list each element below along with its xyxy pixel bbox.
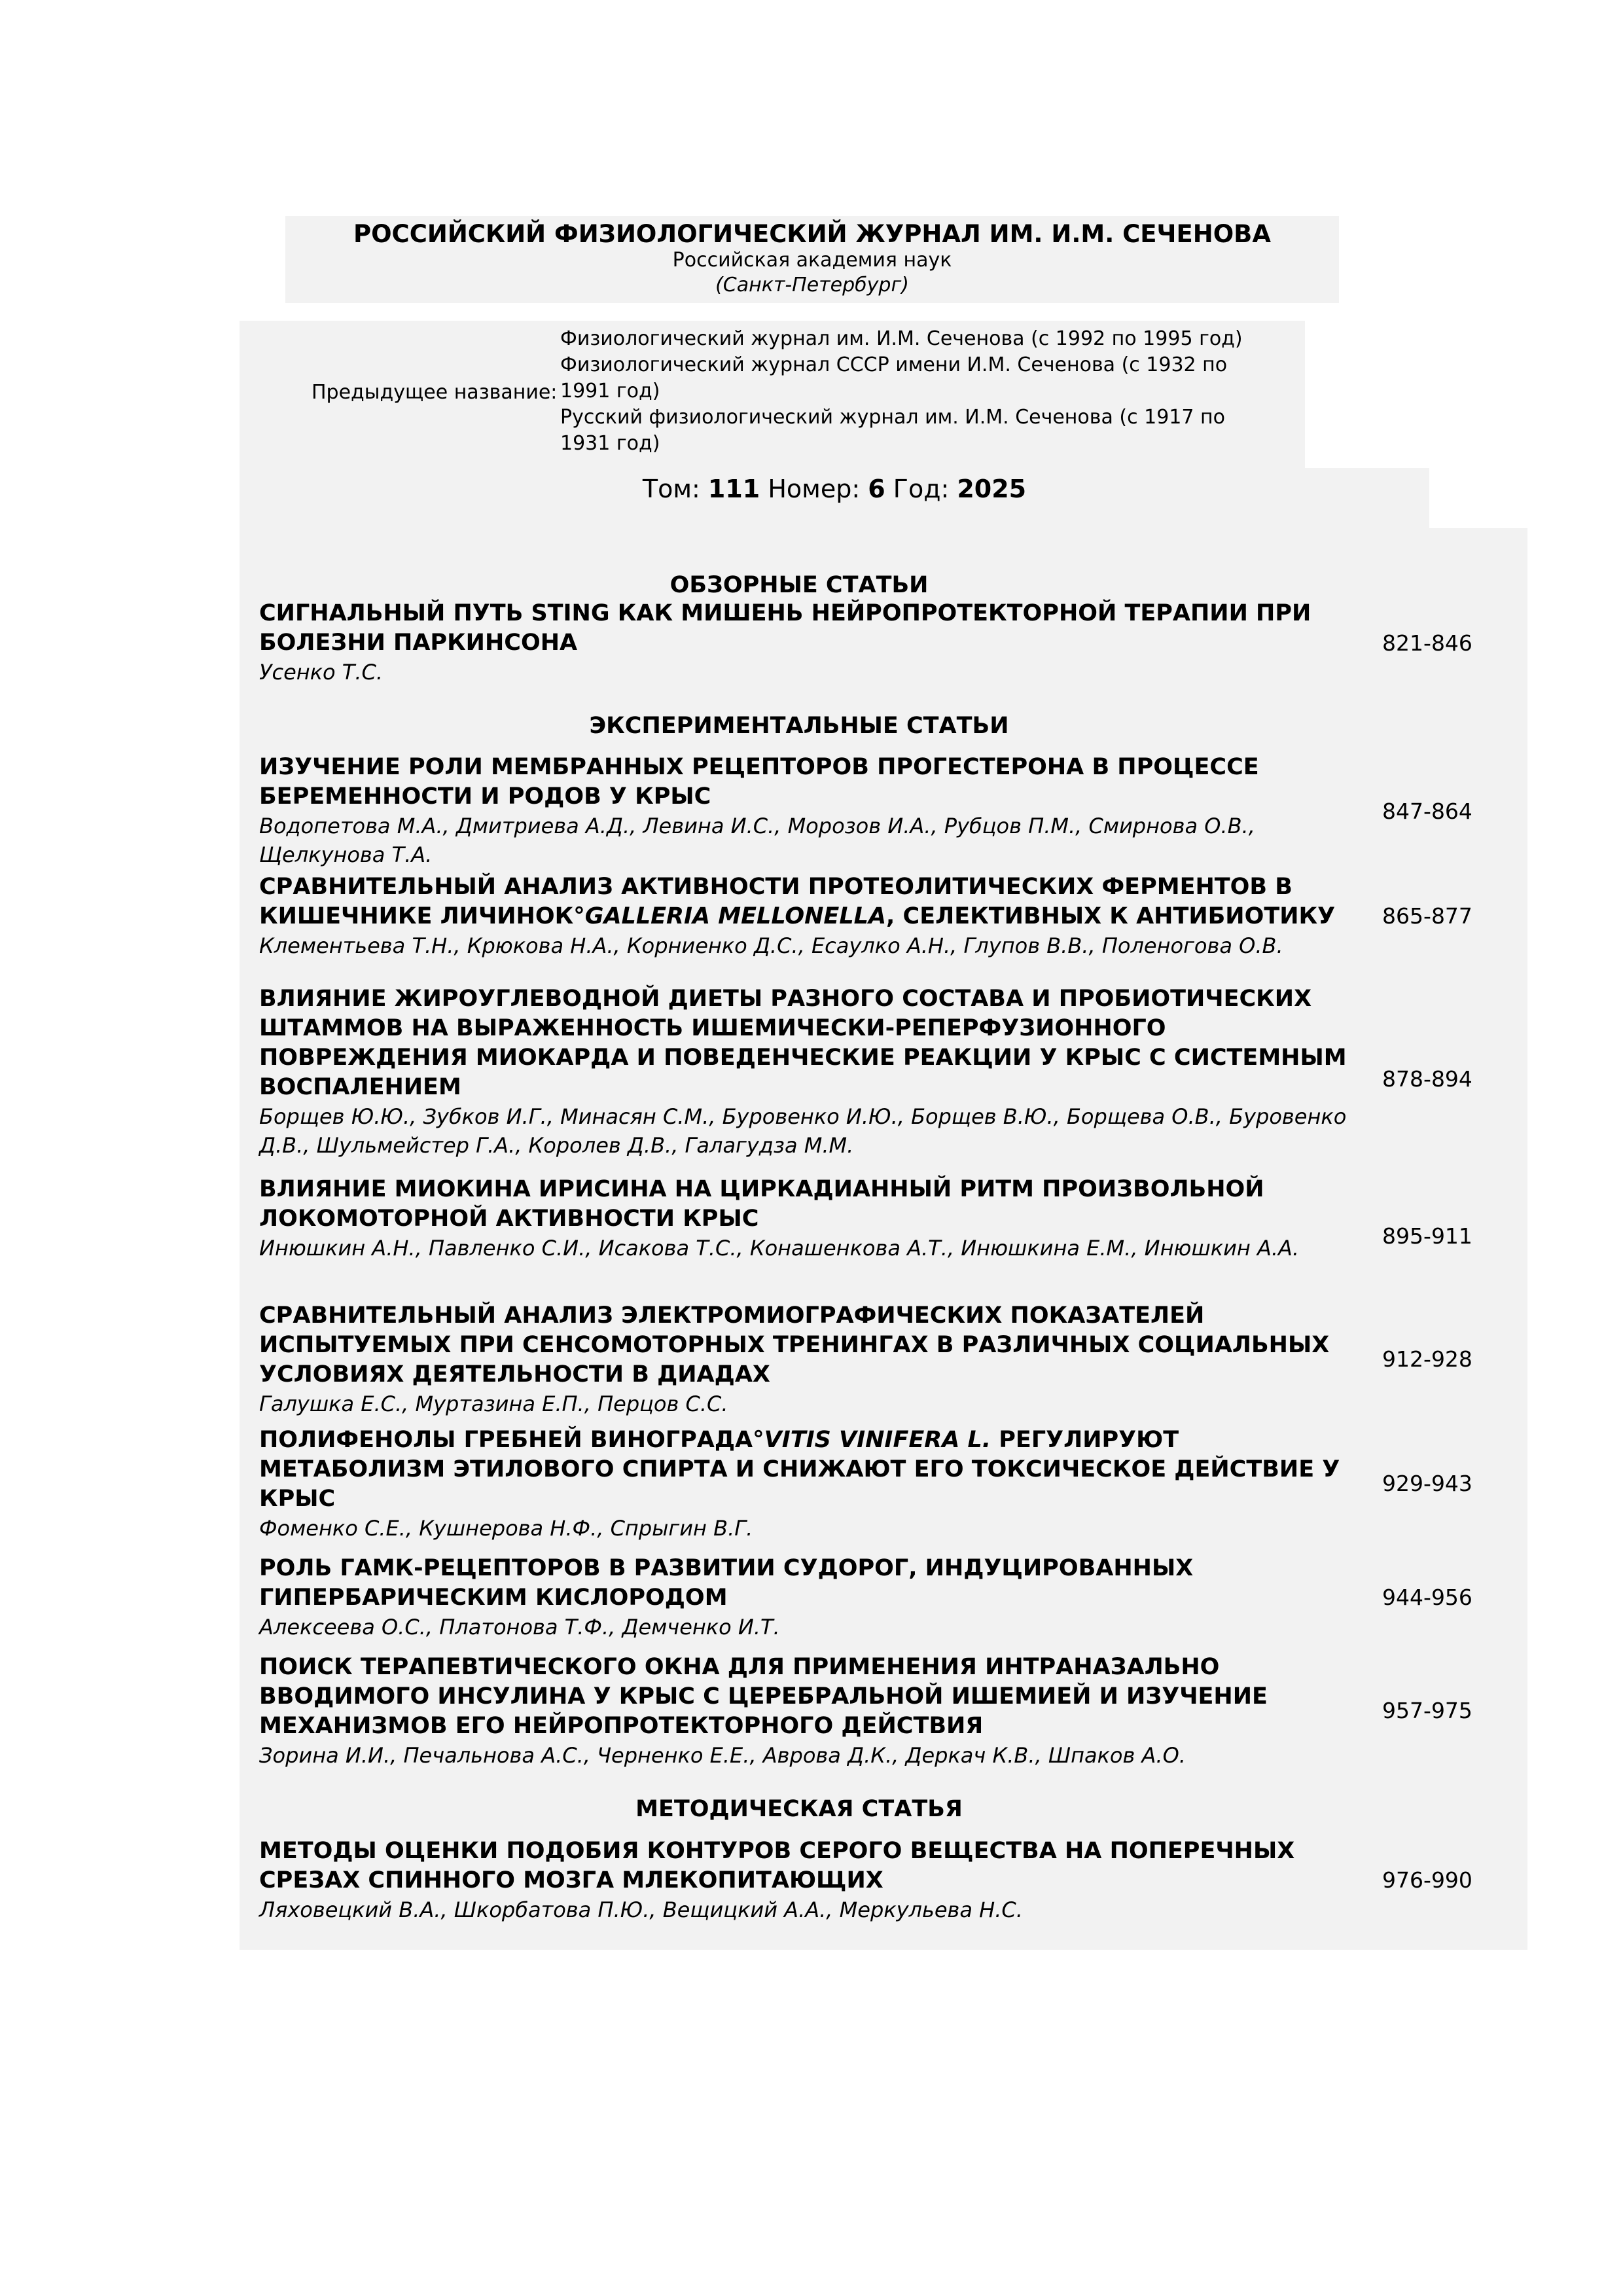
toc-entry[interactable] <box>259 1653 1547 1770</box>
article-authors: Усенко Т.С. <box>259 660 383 685</box>
previous-names-list <box>560 326 1267 457</box>
article-title[interactable]: РОЛЬ ГАМК-РЕЦЕПТОРОВ В РАЗВИТИИ СУДОРОГ, ИНДУЦИРОВАННЫХ ГИПЕРБАРИЧЕСКИМ КИСЛОРОДОМ <box>259 1555 1194 1611</box>
article-authors: Зорина И.И., Печальнова А.С., Черненко Е.Е., Аврова Д.К., Деркач К.В., Шпаков А.О. <box>259 1743 1186 1768</box>
publisher: Российская академия наук <box>672 249 952 272</box>
article-title[interactable]: ПОИСК ТЕРАПЕВТИЧЕСКОГО ОКНА ДЛЯ ПРИМЕНЕНИЯ ИНТРАНАЗАЛЬНО ВВОДИМОГО ИНСУЛИНА У КРЫС С ЦЕРЕБРАЛЬНОЙ ИШЕМИЕЙ И ИЗУЧЕНИЕ МЕХАНИЗМОВ ЕГО НЕЙРОПРОТЕКТОРНОГО ДЕЙСТВИЯ <box>259 1654 1268 1739</box>
article-authors: Фоменко С.Е., Кушнерова Н.Ф., Спрыгин В.Г. <box>259 1516 753 1541</box>
year-value: 2025 <box>957 475 1027 503</box>
previous-name: Физиологический журнал им. И.М. Сеченова (с 1992 по 1995 год) <box>560 327 1243 350</box>
previous-name: Русский физиологический журнал им. И.М. Сеченова (с 1917 по 1931 год) <box>560 406 1225 455</box>
section-heading-experimental: ЭКСПЕРИМЕНТАЛЬНЫЕ СТАТЬИ <box>589 713 1009 739</box>
article-title[interactable] <box>259 1426 1372 1514</box>
toc-entry[interactable] <box>259 872 1547 960</box>
article-title-part: СРАВНИТЕЛЬНЫЙ АНАЛИЗ АКТИВНОСТИ ПРОТЕОЛИТИЧЕСКИХ ФЕРМЕНТОВ В КИШЕЧНИКЕ ЛИЧИНОК° <box>259 874 1293 929</box>
article-authors: Борщев Ю.Ю., Зубков И.Г., Минасян С.М., Буровенко И.Ю., Борщев В.Ю., Борщева О.В., Буровенко Д.В., Шульмейстер Г.А., Королев Д.В., Галагудза М.М. <box>259 1104 1347 1158</box>
article-title[interactable]: ИЗУЧЕНИЕ РОЛИ МЕМБРАННЫХ РЕЦЕПТОРОВ ПРОГЕСТЕРОНА В ПРОЦЕССЕ БЕРЕМЕННОСТИ И РОДОВ У КРЫС <box>259 754 1259 810</box>
species-name: GALLERIA MELLONELLA <box>584 903 887 929</box>
species-name: VITIS VINIFERA L. <box>764 1427 991 1453</box>
previous-names-block <box>240 321 1305 468</box>
previous-names-label: Предыдущее название: <box>312 381 558 404</box>
article-title-part: , СЕЛЕКТИВНЫХ К АНТИБИОТИКУ <box>886 903 1336 929</box>
article-title[interactable] <box>259 872 1372 931</box>
previous-name: Физиологический журнал СССР имени И.М. Сеченова (с 1932 по 1991 год) <box>560 353 1228 403</box>
article-pages: 878-894 <box>1382 1066 1472 1092</box>
article-pages: 821-846 <box>1382 630 1472 656</box>
toc-entry[interactable] <box>259 1837 1547 1924</box>
article-title[interactable]: ВЛИЯНИЕ МИОКИНА ИРИСИНА НА ЦИРКАДИАННЫЙ РИТМ ПРОИЗВОЛЬНОЙ ЛОКОМОТОРНОЙ АКТИВНОСТИ КРЫС <box>259 1176 1264 1232</box>
issue-info <box>240 468 1429 528</box>
year-label: Год: <box>893 475 950 503</box>
toc-entry[interactable] <box>259 984 1547 1160</box>
city: (Санкт-Петербург) <box>715 274 909 296</box>
journal-header <box>285 216 1339 303</box>
article-pages: 912-928 <box>1382 1346 1472 1372</box>
table-of-contents <box>240 528 1527 1950</box>
toc-entry[interactable] <box>259 1301 1547 1418</box>
article-pages: 976-990 <box>1382 1867 1472 1893</box>
toc-entry[interactable] <box>259 599 1547 687</box>
article-authors: Водопетова М.А., Дмитриева А.Д., Левина И.С., Морозов И.А., Рубцов П.М., Смирнова О.В., Щелкунова Т.А. <box>259 814 1255 867</box>
article-pages: 895-911 <box>1382 1223 1472 1249</box>
toc-entry[interactable] <box>259 1554 1547 1641</box>
journal-title: РОССИЙСКИЙ ФИЗИОЛОГИЧЕСКИЙ ЖУРНАЛ ИМ. И.М. СЕЧЕНОВА <box>353 220 1271 248</box>
volume-value: 111 <box>707 475 760 503</box>
article-title[interactable]: СИГНАЛЬНЫЙ ПУТЬ STING КАК МИШЕНЬ НЕЙРОПРОТЕКТОРНОЙ ТЕРАПИИ ПРИ БОЛЕЗНИ ПАРКИНСОНА <box>259 600 1311 656</box>
number-value: 6 <box>868 475 885 503</box>
article-title[interactable]: ВЛИЯНИЕ ЖИРОУГЛЕВОДНОЙ ДИЕТЫ РАЗНОГО СОСТАВА И ПРОБИОТИЧЕСКИХ ШТАММОВ НА ВЫРАЖЕННОСТЬ ИШЕМИЧЕСКИ-РЕПЕРФУЗИОННОГО ПОВРЕЖДЕНИЯ МИОКАРДА И ПОВЕДЕНЧЕСКИЕ РЕАКЦИИ У КРЫС С СИСТЕМНЫМ ВОСПАЛЕНИЕМ <box>259 986 1347 1100</box>
article-authors: Галушка Е.С., Муртазина Е.П., Перцов С.С. <box>259 1391 728 1416</box>
article-authors: Алексеева О.С., Платонова Т.Ф., Демченко И.Т. <box>259 1615 780 1640</box>
article-pages: 944-956 <box>1382 1585 1472 1610</box>
number-label: Номер: <box>768 475 861 503</box>
issue-line <box>240 468 1429 510</box>
article-pages: 865-877 <box>1382 903 1472 929</box>
article-title-part: РЕГУЛИРУЮТ МЕТАБОЛИЗМ ЭТИЛОВОГО СПИРТА И СНИЖАЮТ ЕГО ТОКСИЧЕСКОЕ ДЕЙСТВИЕ У КРЫС <box>259 1427 1340 1512</box>
article-title-part: ПОЛИФЕНОЛЫ ГРЕБНЕЙ ВИНОГРАДА° <box>259 1427 764 1453</box>
article-title[interactable]: СРАВНИТЕЛЬНЫЙ АНАЛИЗ ЭЛЕКТРОМИОГРАФИЧЕСКИХ ПОКАЗАТЕЛЕЙ ИСПЫТУЕМЫХ ПРИ СЕНСОМОТОРНЫХ ТРЕНИНГАХ В РАЗЛИЧНЫХ СОЦИАЛЬНЫХ УСЛОВИЯХ ДЕЯТЕЛЬНОСТИ В ДИАДАХ <box>259 1302 1330 1388</box>
article-pages: 847-864 <box>1382 798 1472 824</box>
article-authors: Ляховецкий В.А., Шкорбатова П.Ю., Вещицкий А.А., Меркульева Н.С. <box>259 1897 1023 1922</box>
volume-label: Том: <box>642 475 700 503</box>
article-authors: Инюшкин А.Н., Павленко С.И., Исакова Т.С., Конашенкова А.Т., Инюшкина Е.М., Инюшкин А.А. <box>259 1236 1300 1261</box>
section-heading-methodical: МЕТОДИЧЕСКАЯ СТАТЬЯ <box>635 1796 963 1822</box>
toc-entry[interactable] <box>259 1426 1547 1543</box>
toc-entry[interactable] <box>259 1175 1547 1263</box>
article-authors: Клементьева Т.Н., Крюкова Н.А., Корниенко Д.С., Есаулко А.Н., Глупов В.В., Поленогова О.В. <box>259 933 1283 958</box>
toc-entry[interactable] <box>259 753 1547 869</box>
section-heading-review: ОБЗОРНЫЕ СТАТЬИ <box>669 572 929 598</box>
article-title[interactable]: МЕТОДЫ ОЦЕНКИ ПОДОБИЯ КОНТУРОВ СЕРОГО ВЕЩЕСТВА НА ПОПЕРЕЧНЫХ СРЕЗАХ СПИННОГО МОЗГА МЛЕКОПИТАЮЩИХ <box>259 1838 1295 1893</box>
article-pages: 957-975 <box>1382 1698 1472 1723</box>
article-pages: 929-943 <box>1382 1471 1472 1496</box>
